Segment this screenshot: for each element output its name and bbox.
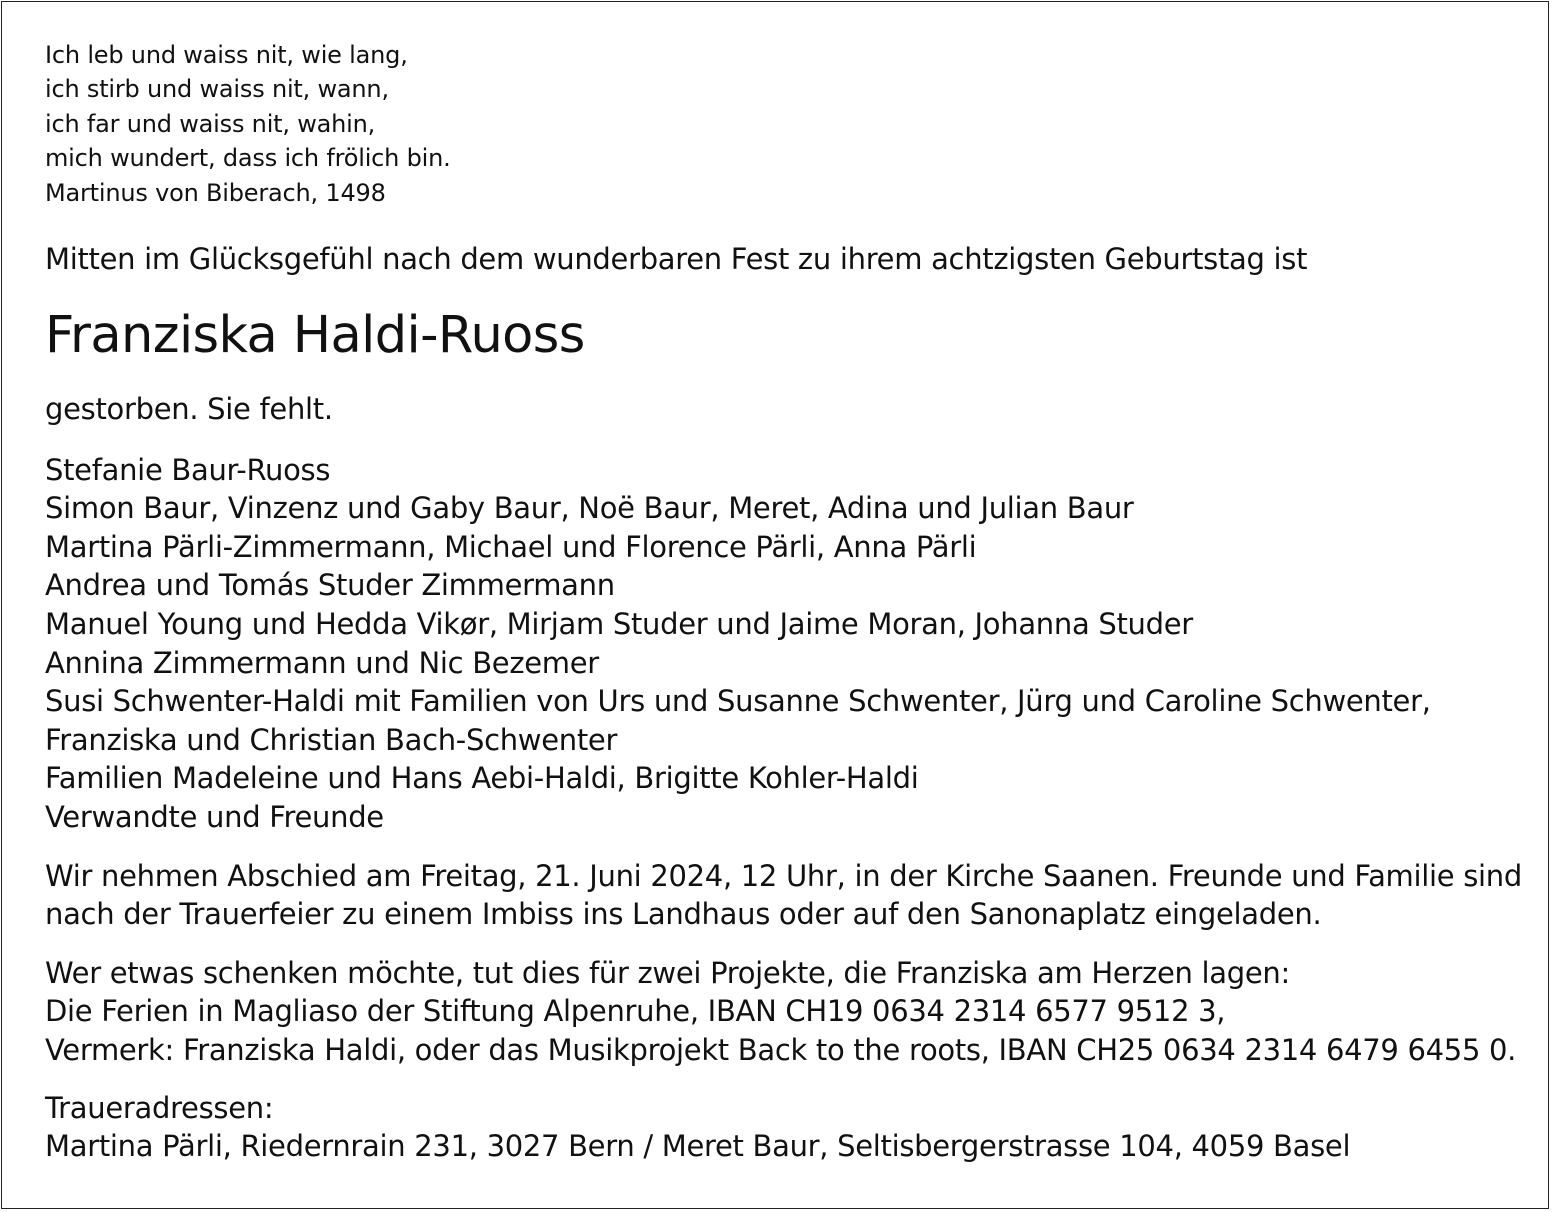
farewell-paragraph [45,857,1525,934]
addresses-heading: Traueradressen: [45,1090,274,1125]
poem-line: Ich leb und waiss nit, wie lang, [45,41,408,69]
donation-line: Wer etwas schenken möchte, tut dies für zwei Projekte, die Franziska am Herzen lagen: [45,955,1290,990]
farewell-line: Wir nehmen Abschied am Freitag, 21. Juni 2024, 12 Uhr, in der Kirche Saanen. Freunde und Familie sind [45,858,1522,893]
poem-block [45,38,1525,210]
mourner-line: Verwandte und Freunde [45,799,384,834]
mourner-line: Familien Madeleine und Hans Aebi-Haldi, Brigitte Kohler-Haldi [45,761,919,796]
addresses-block [45,1089,1525,1166]
poem-attribution: Martinus von Biberach, 1498 [45,178,386,207]
mourner-line: Franziska und Christian Bach-Schwenter [45,722,618,757]
mourner-line: Annina Zimmermann und Nic Bezemer [45,645,599,680]
mourners-list [45,451,1525,837]
donation-line: Die Ferien in Magliaso der Stiftung Alpenruhe, IBAN CH19 0634 2314 6577 9512 3, [45,994,1226,1029]
farewell-line: nach der Trauerfeier zu einem Imbiss ins Landhaus oder auf den Sanonaplatz eingeladen. [45,897,1322,932]
mourner-line: Susi Schwenter-Haldi mit Familien von Urs und Susanne Schwenter, Jürg und Caroline Schwenter, [45,684,1431,719]
addresses-line: Martina Pärli, Riedernrain 231, 3027 Bern / Meret Baur, Seltisbergerstrasse 104, 4059 Basel [45,1129,1351,1164]
poem-line: ich far und waiss nit, wahin, [45,109,376,138]
passed-text: gestorben. Sie fehlt. [45,392,333,427]
mourner-line: Stefanie Baur-Ruoss [45,452,331,487]
poem-line: mich wundert, dass ich frölich bin. [45,144,451,173]
donation-line: Vermerk: Franziska Haldi, oder das Musikprojekt Back to the roots, IBAN CH25 0634 2314 6479 6455 0. [45,1032,1517,1067]
mourner-line: Simon Baur, Vinzenz und Gaby Baur, Noë Baur, Meret, Adina und Julian Baur [45,491,1134,526]
deceased-name: Franziska Haldi-Ruoss [45,306,585,366]
mourner-line: Martina Pärli-Zimmermann, Michael und Florence Pärli, Anna Pärli [45,529,977,564]
intro-text: Mitten im Glücksgefühl nach dem wunderbaren Fest zu ihrem achtzigsten Geburtstag ist [45,242,1308,277]
mourner-line: Manuel Young und Hedda Vikør, Mirjam Studer und Jaime Moran, Johanna Studer [45,607,1193,641]
poem-line: ich stirb und waiss nit, wann, [45,75,389,104]
obituary-notice [45,38,1525,1166]
donation-paragraph [45,954,1525,1070]
mourner-line: Andrea und Tomás Studer Zimmermann [45,568,615,603]
